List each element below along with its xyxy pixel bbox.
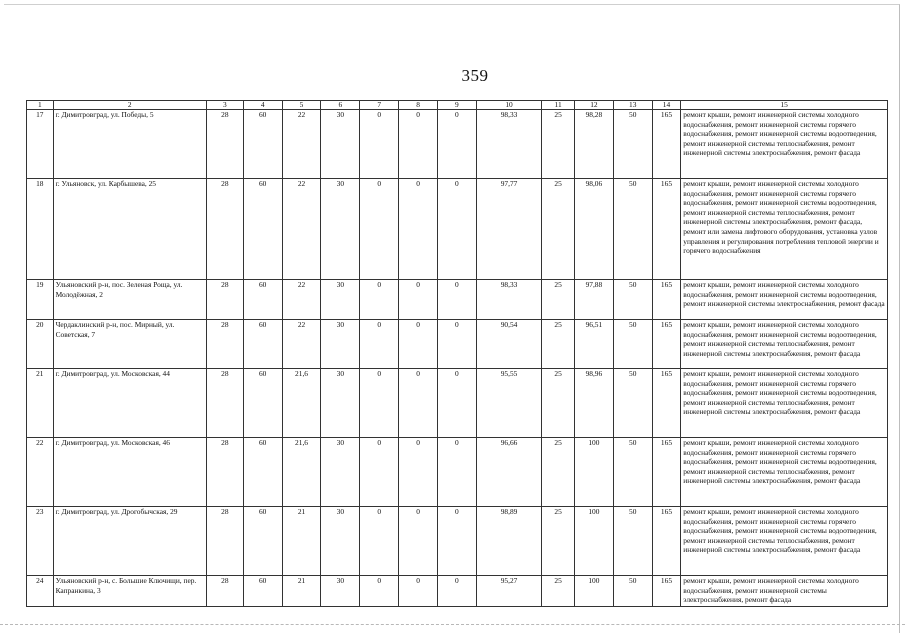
cell-col-10: 95,27 — [476, 576, 541, 607]
cell-col-11: 25 — [542, 179, 575, 280]
cell-col-4: 60 — [243, 179, 282, 280]
cell-col-3: 28 — [206, 507, 243, 576]
cell-col-12: 100 — [574, 438, 613, 507]
cell-col-9: 0 — [437, 369, 476, 438]
cell-col-6: 30 — [321, 280, 360, 320]
cell-col-11: 25 — [542, 438, 575, 507]
cell-col-8: 0 — [399, 507, 438, 576]
col-header-7: 7 — [360, 101, 399, 110]
table-row — [27, 179, 888, 280]
col-header-13: 13 — [613, 101, 652, 110]
cell-col-8: 0 — [399, 576, 438, 607]
header-row — [27, 101, 888, 110]
cell-col-11: 25 — [542, 507, 575, 576]
works-cell: ремонт крыши, ремонт инженерной системы холодного водоснабжения, ремонт инженерной системы водоотведения, ремонт инженерной системы теплоснабжения, ремонт инженерной системы электроснабжения, ремонт фасада — [681, 320, 888, 369]
page-number: 359 — [461, 66, 489, 85]
cell-col-3: 28 — [206, 280, 243, 320]
cell-col-13: 50 — [613, 507, 652, 576]
cell-col-8: 0 — [399, 320, 438, 369]
cell-col-12: 100 — [574, 507, 613, 576]
cell-col-5: 21,6 — [282, 438, 321, 507]
cell-col-9: 0 — [437, 280, 476, 320]
cell-col-12: 100 — [574, 576, 613, 607]
cell-col-7: 0 — [360, 576, 399, 607]
cell-col-9: 0 — [437, 179, 476, 280]
cell-col-10: 96,66 — [476, 438, 541, 507]
cell-col-3: 28 — [206, 369, 243, 438]
cell-col-4: 60 — [243, 576, 282, 607]
address-cell: Ульяновский р-н, с. Большие Ключищи, пер. Капранкина, 3 — [53, 576, 206, 607]
cell-col-14: 165 — [652, 280, 681, 320]
row-number: 24 — [27, 576, 54, 607]
cell-col-6: 30 — [321, 179, 360, 280]
cell-col-6: 30 — [321, 110, 360, 179]
cell-col-11: 25 — [542, 369, 575, 438]
cell-col-4: 60 — [243, 110, 282, 179]
cell-col-7: 0 — [360, 438, 399, 507]
cell-col-13: 50 — [613, 179, 652, 280]
works-cell: ремонт крыши, ремонт инженерной системы холодного водоснабжения, ремонт инженерной системы горячего водоснабжения, ремонт инженерной системы водоотведения, ремонт инженерной системы теплоснабжения, ремонт инженерной системы электроснабжения, ремонт фасада — [681, 369, 888, 438]
row-number: 19 — [27, 280, 54, 320]
cell-col-8: 0 — [399, 280, 438, 320]
cell-col-5: 22 — [282, 280, 321, 320]
cell-col-9: 0 — [437, 507, 476, 576]
cell-col-6: 30 — [321, 320, 360, 369]
works-cell: ремонт крыши, ремонт инженерной системы холодного водоснабжения, ремонт инженерной системы горячего водоснабжения, ремонт инженерной системы водоотведения, ремонт инженерной системы теплоснабжения, ремонт инженерной системы электроснабжения, ремонт фасада, ремонт или замена лифтового оборудования, установка узлов управления и регулирования потребления тепловой энергии и горячего водоснабжения — [681, 179, 888, 280]
cell-col-12: 97,88 — [574, 280, 613, 320]
cell-col-13: 50 — [613, 369, 652, 438]
address-cell: г. Димитровград, ул. Дрогобычская, 29 — [53, 507, 206, 576]
cell-col-11: 25 — [542, 576, 575, 607]
cell-col-14: 165 — [652, 576, 681, 607]
cell-col-9: 0 — [437, 320, 476, 369]
cell-col-4: 60 — [243, 280, 282, 320]
cell-col-6: 30 — [321, 507, 360, 576]
works-cell: ремонт крыши, ремонт инженерной системы холодного водоснабжения, ремонт инженерной системы горячего водоснабжения, ремонт инженерной системы водоотведения, ремонт инженерной системы теплоснабжения, ремонт инженерной системы электроснабжения, ремонт фасада — [681, 507, 888, 576]
cell-col-13: 50 — [613, 438, 652, 507]
table-row — [27, 438, 888, 507]
cell-col-10: 98,89 — [476, 507, 541, 576]
col-header-3: 3 — [206, 101, 243, 110]
cell-col-10: 97,77 — [476, 179, 541, 280]
table-row — [27, 320, 888, 369]
cell-col-14: 165 — [652, 110, 681, 179]
address-cell: г. Димитровград, ул. Московская, 46 — [53, 438, 206, 507]
cell-col-5: 22 — [282, 110, 321, 179]
cell-col-14: 165 — [652, 507, 681, 576]
col-header-12: 12 — [574, 101, 613, 110]
cell-col-8: 0 — [399, 110, 438, 179]
cell-col-10: 95,55 — [476, 369, 541, 438]
cell-col-4: 60 — [243, 369, 282, 438]
housing-repair-table — [26, 100, 888, 607]
works-cell: ремонт крыши, ремонт инженерной системы холодного водоснабжения, ремонт инженерной системы горячего водоснабжения, ремонт инженерной системы водоотведения, ремонт инженерной системы теплоснабжения, ремонт инженерной системы электроснабжения, ремонт фасада — [681, 110, 888, 179]
row-number: 20 — [27, 320, 54, 369]
address-cell: Чердаклинский р-н, пос. Мирный, ул. Советская, 7 — [53, 320, 206, 369]
cell-col-6: 30 — [321, 438, 360, 507]
cell-col-3: 28 — [206, 320, 243, 369]
cell-col-5: 22 — [282, 179, 321, 280]
col-header-2: 2 — [53, 101, 206, 110]
cell-col-4: 60 — [243, 438, 282, 507]
cell-col-7: 0 — [360, 280, 399, 320]
cell-col-6: 30 — [321, 576, 360, 607]
cell-col-5: 22 — [282, 320, 321, 369]
cell-col-14: 165 — [652, 369, 681, 438]
row-number: 22 — [27, 438, 54, 507]
cell-col-3: 28 — [206, 438, 243, 507]
cell-col-5: 21 — [282, 507, 321, 576]
table-row — [27, 280, 888, 320]
row-number: 21 — [27, 369, 54, 438]
table-row — [27, 110, 888, 179]
cell-col-14: 165 — [652, 320, 681, 369]
col-header-9: 9 — [437, 101, 476, 110]
cell-col-13: 50 — [613, 280, 652, 320]
col-header-10: 10 — [476, 101, 541, 110]
col-header-5: 5 — [282, 101, 321, 110]
cell-col-12: 98,96 — [574, 369, 613, 438]
cell-col-13: 50 — [613, 320, 652, 369]
cell-col-7: 0 — [360, 179, 399, 280]
cell-col-9: 0 — [437, 576, 476, 607]
cell-col-6: 30 — [321, 369, 360, 438]
cell-col-3: 28 — [206, 110, 243, 179]
cell-col-3: 28 — [206, 179, 243, 280]
cell-col-11: 25 — [542, 280, 575, 320]
col-header-6: 6 — [321, 101, 360, 110]
works-cell: ремонт крыши, ремонт инженерной системы холодного водоснабжения, ремонт инженерной системы горячего водоснабжения, ремонт инженерной системы водоотведения, ремонт инженерной системы теплоснабжения, ремонт инженерной системы электроснабжения, ремонт фасада — [681, 438, 888, 507]
col-header-11: 11 — [542, 101, 575, 110]
cell-col-7: 0 — [360, 369, 399, 438]
row-number: 18 — [27, 179, 54, 280]
cell-col-9: 0 — [437, 438, 476, 507]
cell-col-5: 21,6 — [282, 369, 321, 438]
cell-col-9: 0 — [437, 110, 476, 179]
cell-col-5: 21 — [282, 576, 321, 607]
cell-col-8: 0 — [399, 369, 438, 438]
col-header-1: 1 — [27, 101, 54, 110]
cell-col-12: 98,06 — [574, 179, 613, 280]
cell-col-12: 96,51 — [574, 320, 613, 369]
col-header-14: 14 — [652, 101, 681, 110]
address-cell: г. Ульяновск, ул. Карбышева, 25 — [53, 179, 206, 280]
works-cell: ремонт крыши, ремонт инженерной системы холодного водоснабжения, ремонт инженерной системы электроснабжения, ремонт фасада — [681, 576, 888, 607]
cell-col-10: 90,54 — [476, 320, 541, 369]
address-cell: г. Димитровград, ул. Московская, 44 — [53, 369, 206, 438]
cell-col-13: 50 — [613, 576, 652, 607]
cell-col-8: 0 — [399, 179, 438, 280]
cell-col-7: 0 — [360, 320, 399, 369]
address-cell: г. Димитровград, ул. Победы, 5 — [53, 110, 206, 179]
cell-col-10: 98,33 — [476, 280, 541, 320]
cell-col-7: 0 — [360, 110, 399, 179]
cell-col-4: 60 — [243, 507, 282, 576]
cell-col-14: 165 — [652, 179, 681, 280]
row-number: 23 — [27, 507, 54, 576]
scan-bottom-edge — [0, 624, 905, 625]
cell-col-11: 25 — [542, 110, 575, 179]
cell-col-10: 98,33 — [476, 110, 541, 179]
cell-col-3: 28 — [206, 576, 243, 607]
col-header-8: 8 — [399, 101, 438, 110]
col-header-15: 15 — [681, 101, 888, 110]
cell-col-12: 98,28 — [574, 110, 613, 179]
cell-col-4: 60 — [243, 320, 282, 369]
cell-col-14: 165 — [652, 438, 681, 507]
works-cell: ремонт крыши, ремонт инженерной системы холодного водоснабжения, ремонт инженерной системы водоотведения, ремонт инженерной системы электроснабжения, ремонт фасада — [681, 280, 888, 320]
cell-col-13: 50 — [613, 110, 652, 179]
table-row — [27, 369, 888, 438]
col-header-4: 4 — [243, 101, 282, 110]
cell-col-7: 0 — [360, 507, 399, 576]
cell-col-8: 0 — [399, 438, 438, 507]
table-row — [27, 576, 888, 607]
cell-col-11: 25 — [542, 320, 575, 369]
address-cell: Ульяновский р-н, пос. Зеленая Роща, ул. Молодёжная, 2 — [53, 280, 206, 320]
table-row — [27, 507, 888, 576]
row-number: 17 — [27, 110, 54, 179]
